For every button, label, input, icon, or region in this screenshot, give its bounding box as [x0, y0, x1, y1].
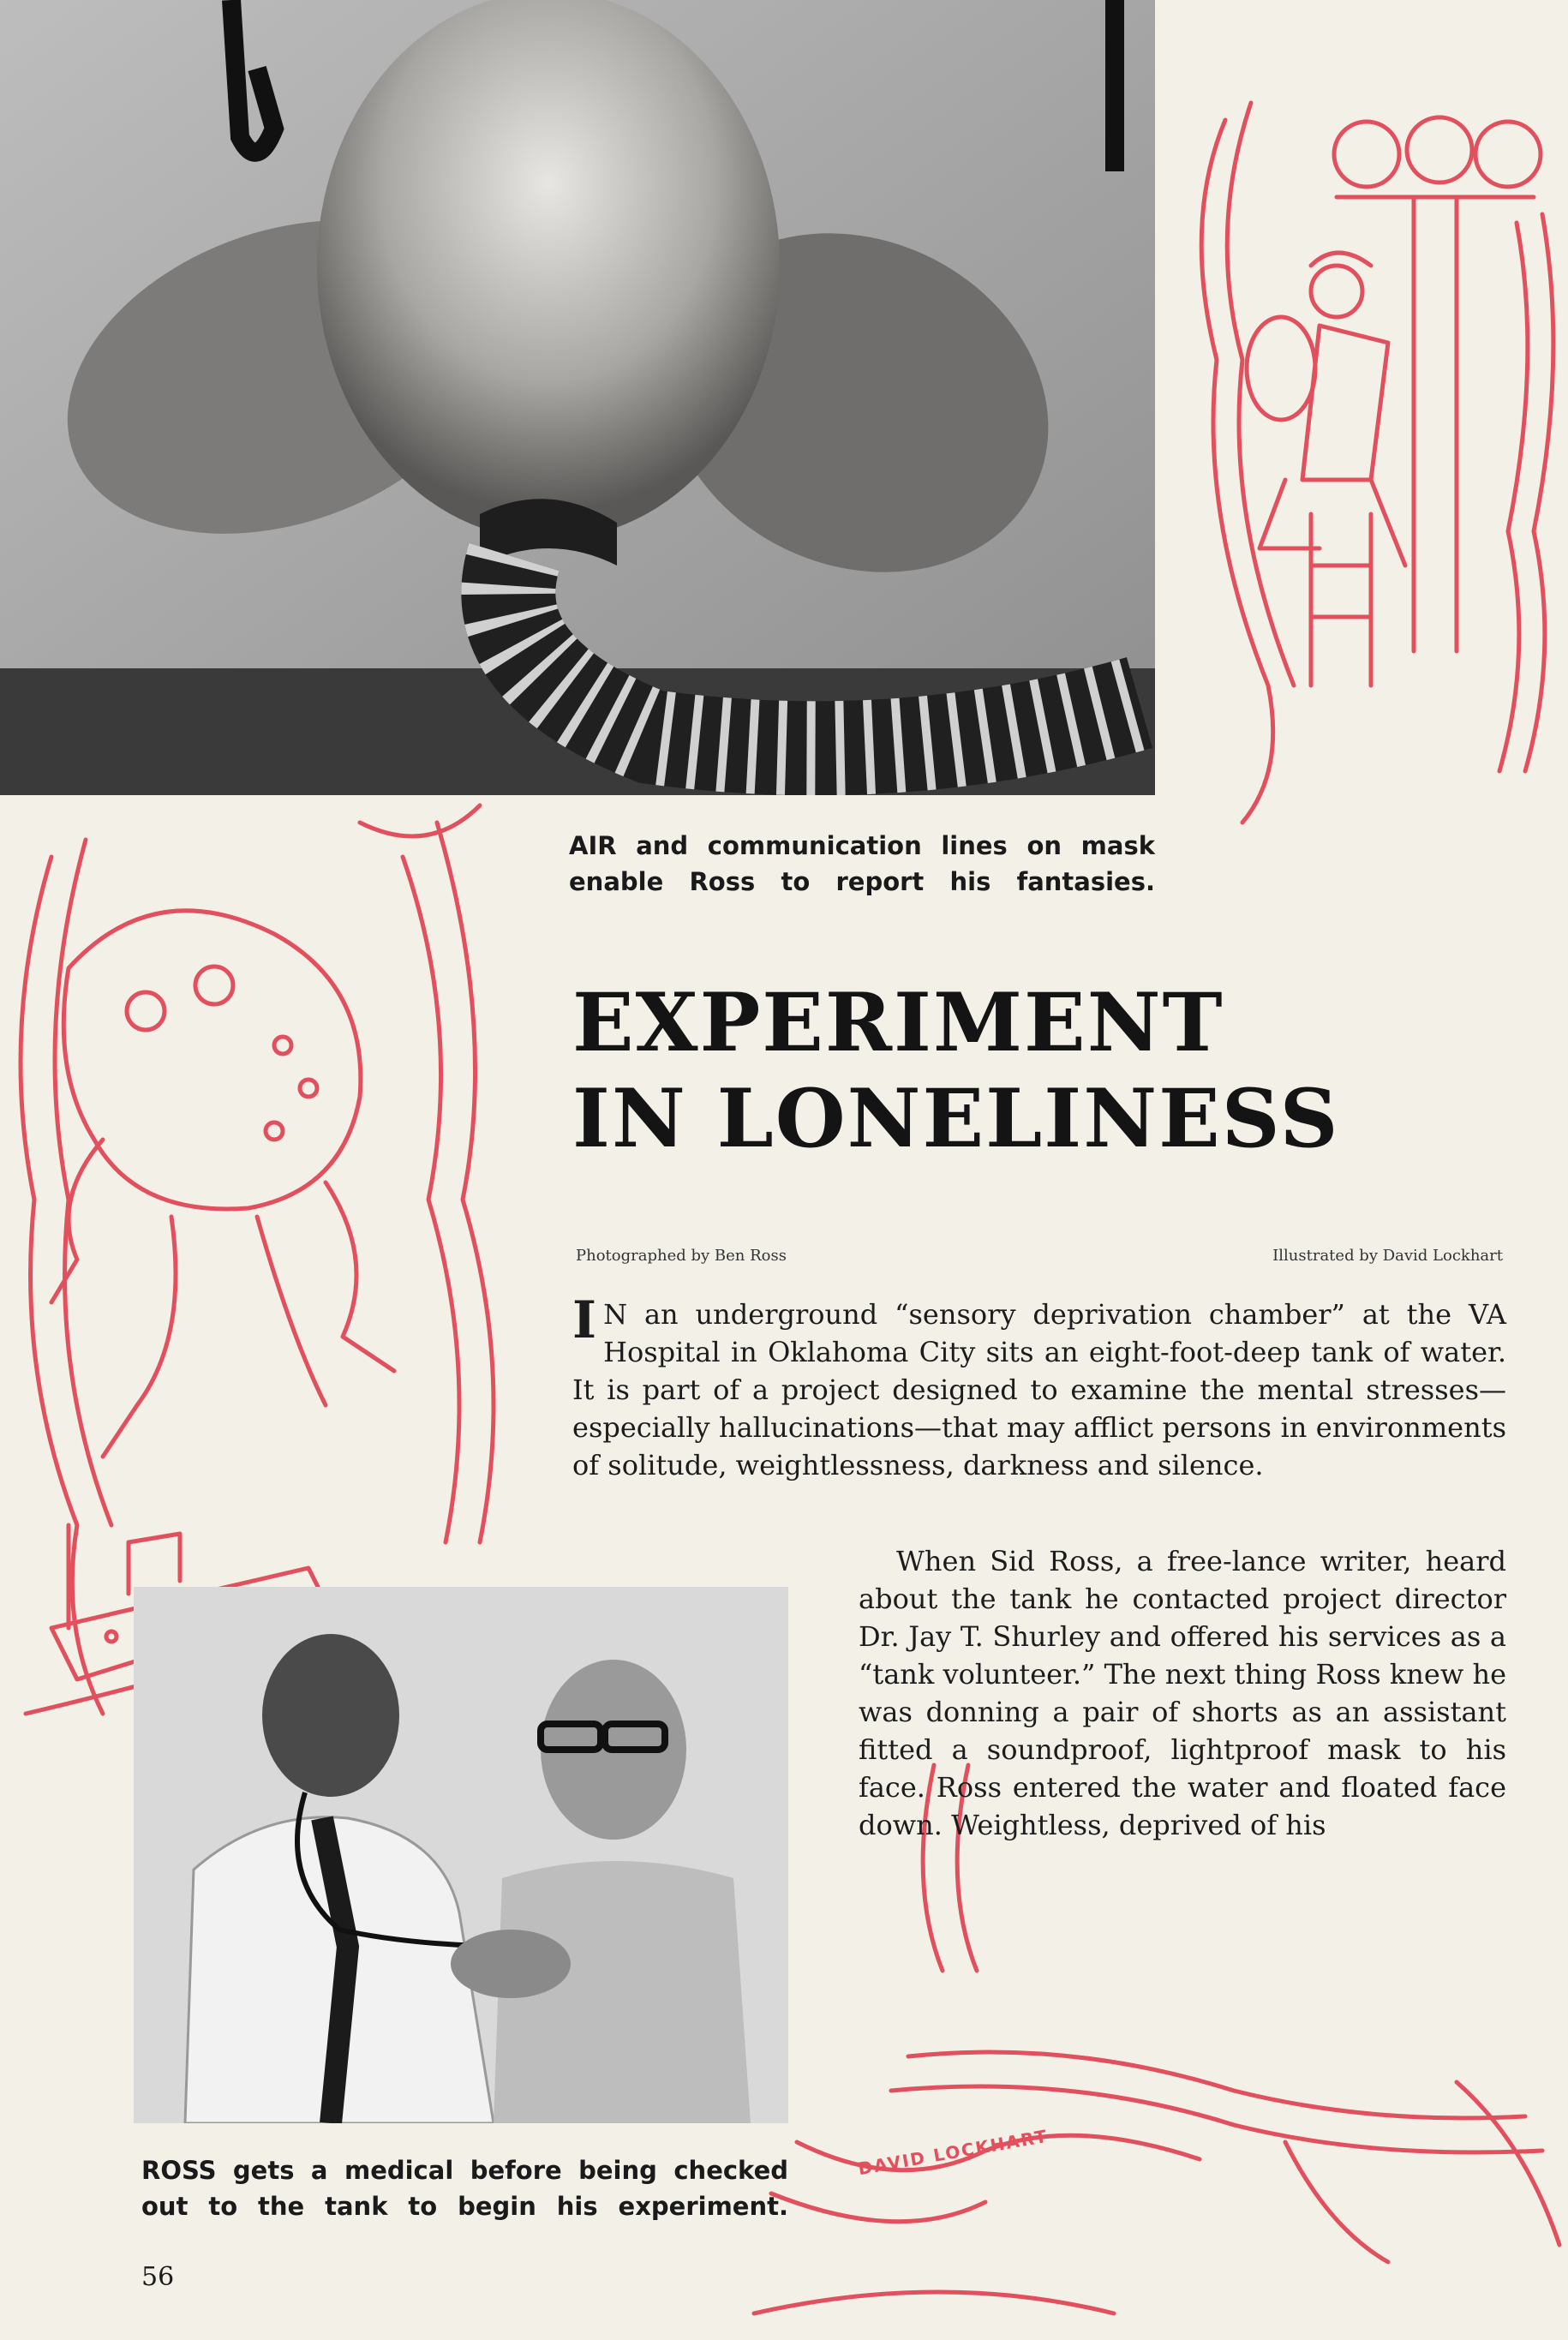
title-line-2: IN LONELINESS: [572, 1072, 1340, 1166]
illustration-credit: Illustrated by David Lockhart: [1272, 1247, 1503, 1265]
mask-photo: [0, 0, 1155, 795]
article-title: [572, 975, 1541, 1167]
article-paragraph-2: When Sid Ross, a free-lance writer, heard about the tank he contacted project director Dr. Jay T. Shurley and offered his services as a “tank volunteer.” The next thing Ross knew he was donning a pair of shorts as an assistant fitted a soundproof, lightproof mask to his face. Ross entered the water and floated face down. Weightless, deprived of his: [859, 1545, 1506, 1841]
page-number: 56: [141, 2262, 175, 2292]
illustrator-signature: DAVID LOCKHART: [856, 2125, 1050, 2180]
article-paragraph-1: [572, 1290, 1506, 1484]
drop-cap: I: [572, 1290, 597, 1350]
photo-credit: Photographed by Ben Ross: [576, 1247, 787, 1265]
mask-photo-caption: AIR and communication lines on mask enable Ross to report his fantasies.: [569, 831, 1155, 896]
title-line-1: EXPERIMENT: [572, 976, 1224, 1070]
medical-photo-caption: ROSS gets a medical before being checked out to the tank to begin his experiment.: [141, 2156, 788, 2221]
paragraph-1-text: N an underground “sensory deprivation chamber” at the VA Hospital in Oklahoma City sits an eight-foot-deep tank of water. It is part of a project designed to examine the mental stresses—especially hallucinations—that may afflict persons in environments of solitude, weightlessness, darkness and silence.: [572, 1298, 1506, 1481]
medical-photo: [134, 1587, 788, 2123]
